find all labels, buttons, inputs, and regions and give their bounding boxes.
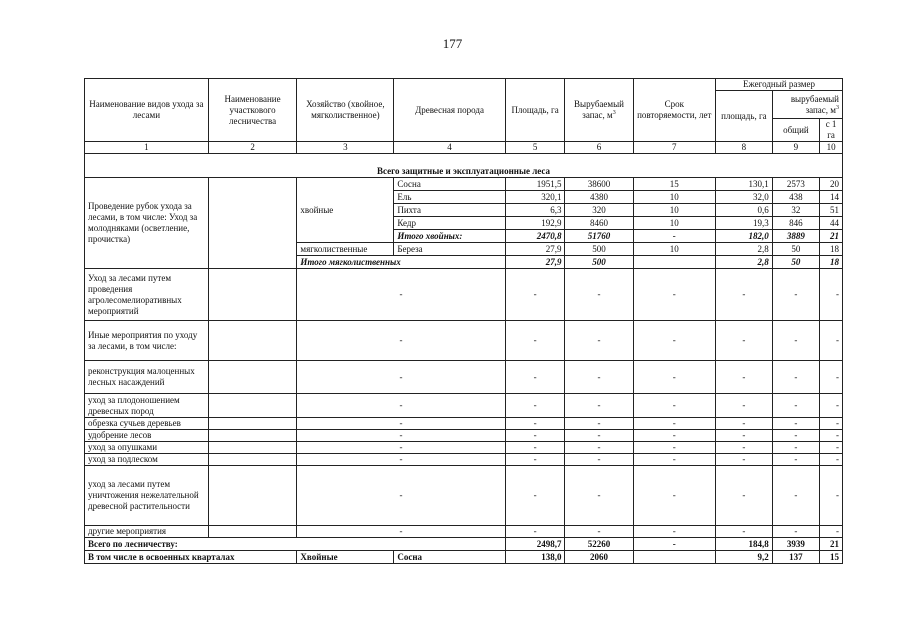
forest-care-table xyxy=(84,78,843,564)
dash-cell: - xyxy=(565,394,633,418)
grand-total-label: Всего по лесничеству: xyxy=(85,538,506,551)
district-cell xyxy=(208,418,297,430)
softwood-total-label: Итого мягколиственных xyxy=(297,256,505,269)
activity-cell: реконструкция малоценных лесных насаждений xyxy=(85,361,209,394)
period-cell: 10 xyxy=(633,191,715,204)
district-cell xyxy=(208,526,297,538)
volume-cell: 320 xyxy=(565,204,633,217)
annual-total-cell: 32 xyxy=(772,204,819,217)
dash-cell: - xyxy=(565,361,633,394)
dash-cell: - xyxy=(820,321,843,361)
annual-total-cell: 2573 xyxy=(772,178,819,191)
annual-total-cell: 3889 xyxy=(772,230,819,243)
annual-area-cell: 0,6 xyxy=(716,204,773,217)
area-cell: 138,0 xyxy=(505,551,565,564)
col-number: 6 xyxy=(565,142,633,154)
area-cell: 27,9 xyxy=(505,256,565,269)
header-period: Срок повторяемости, лет xyxy=(633,79,715,142)
annual-total-cell: 50 xyxy=(772,256,819,269)
dash-cell: - xyxy=(716,418,773,430)
dash-cell: - xyxy=(820,454,843,466)
species-cell: Кедр xyxy=(394,217,505,230)
dash-cell: - xyxy=(505,418,565,430)
period-cell: - xyxy=(633,230,715,243)
annual-per-ha-cell: 15 xyxy=(820,551,843,564)
developed-quarters-label: В том числе в освоенных кварталах xyxy=(85,551,297,564)
header-per-ha: с 1 га xyxy=(820,119,843,142)
unit-superscript: 3 xyxy=(836,104,839,111)
activity-cell: уход за опушками xyxy=(85,442,209,454)
dash-cell: - xyxy=(716,430,773,442)
area-cell: 2470,8 xyxy=(505,230,565,243)
dash-cell: - xyxy=(633,526,715,538)
volume-cell: 52260 xyxy=(565,538,633,551)
dash-cell: - xyxy=(820,394,843,418)
annual-per-ha-cell: 44 xyxy=(820,217,843,230)
period-cell: - xyxy=(633,538,715,551)
activity-cell: другие мероприятия xyxy=(85,526,209,538)
unit-superscript: 3 xyxy=(612,110,616,116)
annual-per-ha-cell: 21 xyxy=(820,538,843,551)
dash-cell: - xyxy=(505,466,565,526)
dash-cell: - xyxy=(772,418,819,430)
activity-cell: уход за плодоношением древесных пород xyxy=(85,394,209,418)
farm-cell: Хвойные xyxy=(297,551,394,564)
farm-conifer: хвойные xyxy=(297,178,394,243)
annual-total-cell: 846 xyxy=(772,217,819,230)
dash-cell: - xyxy=(565,526,633,538)
dash-cell: - xyxy=(505,454,565,466)
period-cell: 15 xyxy=(633,178,715,191)
annual-area-cell: 19,3 xyxy=(716,217,773,230)
area-cell: 2498,7 xyxy=(505,538,565,551)
district-cell xyxy=(208,321,297,361)
dash-cell: - xyxy=(297,361,505,394)
developed-quarters-row xyxy=(85,551,843,564)
table-row xyxy=(85,466,843,526)
annual-area-cell: 9,2 xyxy=(716,551,773,564)
dash-cell: - xyxy=(633,466,715,526)
dash-cell: - xyxy=(716,361,773,394)
table-row xyxy=(85,361,843,394)
volume-cell: 2060 xyxy=(565,551,633,564)
dash-cell: - xyxy=(297,442,505,454)
district-cell xyxy=(208,466,297,526)
page-number: 177 xyxy=(442,36,463,51)
header-annual-volume-text: вырубаемый запас, м xyxy=(790,93,839,115)
volume-cell: 500 xyxy=(565,243,633,256)
header-annual: Ежегодный размер xyxy=(716,79,843,91)
annual-per-ha-cell: 14 xyxy=(820,191,843,204)
area-cell: 192,9 xyxy=(505,217,565,230)
period-cell: 10 xyxy=(633,243,715,256)
dash-cell: - xyxy=(565,466,633,526)
dash-cell: - xyxy=(505,361,565,394)
dash-cell: - xyxy=(505,442,565,454)
col-number: 5 xyxy=(505,142,565,154)
dash-cell: - xyxy=(772,442,819,454)
header-annual-volume xyxy=(772,91,842,119)
annual-per-ha-cell: 20 xyxy=(820,178,843,191)
table-row xyxy=(85,269,843,321)
dash-cell: - xyxy=(716,526,773,538)
dash-cell: - xyxy=(772,269,819,321)
dash-cell: - xyxy=(633,269,715,321)
dash-cell: - xyxy=(716,454,773,466)
dash-cell: - xyxy=(820,526,843,538)
dash-cell: - xyxy=(633,430,715,442)
period-cell xyxy=(633,551,715,564)
dash-cell: - xyxy=(565,442,633,454)
dash-cell: - xyxy=(565,454,633,466)
col-number: 3 xyxy=(297,142,394,154)
annual-total-cell: 438 xyxy=(772,191,819,204)
volume-cell: 51760 xyxy=(565,230,633,243)
col-number: 1 xyxy=(85,142,209,154)
column-numbers-row xyxy=(85,142,843,154)
dash-cell: - xyxy=(772,526,819,538)
header-total: общий xyxy=(772,119,819,142)
dash-cell: - xyxy=(716,321,773,361)
dash-cell: - xyxy=(565,418,633,430)
species-cell: Береза xyxy=(394,243,505,256)
dash-cell: - xyxy=(505,526,565,538)
dash-cell: - xyxy=(297,430,505,442)
volume-cell: 500 xyxy=(565,256,633,269)
annual-area-cell: 32,0 xyxy=(716,191,773,204)
volume-cell: 38600 xyxy=(565,178,633,191)
dash-cell: - xyxy=(820,361,843,394)
dash-cell: - xyxy=(772,321,819,361)
dash-cell: - xyxy=(772,394,819,418)
col-number: 10 xyxy=(820,142,843,154)
activity-cell: обрезка сучьев деревьев xyxy=(85,418,209,430)
species-cell: Сосна xyxy=(394,551,505,564)
col-number: 8 xyxy=(716,142,773,154)
main-activity-cell: Проведение рубок ухода за лесами, в том числе: Уход за молодняками (осветление, прочистка) xyxy=(85,178,209,269)
dash-cell: - xyxy=(565,269,633,321)
area-cell: 320,1 xyxy=(505,191,565,204)
period-cell: 10 xyxy=(633,204,715,217)
period-cell: 10 xyxy=(633,217,715,230)
grand-total-row xyxy=(85,538,843,551)
header-annual-area: площадь, га xyxy=(716,91,773,142)
section-title: Всего защитные и эксплуатационные леса xyxy=(85,154,843,178)
annual-area-cell: 2,8 xyxy=(716,243,773,256)
dash-cell: - xyxy=(820,466,843,526)
dash-cell: - xyxy=(297,321,505,361)
dash-cell: - xyxy=(772,361,819,394)
district-cell xyxy=(208,394,297,418)
activity-cell: уход за лесами путем уничтожения нежелательной древесной растительности xyxy=(85,466,209,526)
dash-cell: - xyxy=(716,442,773,454)
district-cell xyxy=(208,430,297,442)
period-cell xyxy=(633,256,715,269)
area-cell: 1951,5 xyxy=(505,178,565,191)
district-cell xyxy=(208,269,297,321)
annual-per-ha-cell: 21 xyxy=(820,230,843,243)
species-cell: Ель xyxy=(394,191,505,204)
annual-total-cell: 50 xyxy=(772,243,819,256)
dash-cell: - xyxy=(505,394,565,418)
district-cell xyxy=(208,361,297,394)
dash-cell: - xyxy=(297,418,505,430)
dash-cell: - xyxy=(716,466,773,526)
dash-cell: - xyxy=(772,466,819,526)
dash-cell: - xyxy=(297,526,505,538)
activity-cell: удобрение лесов xyxy=(85,430,209,442)
dash-cell: - xyxy=(716,269,773,321)
col-number: 4 xyxy=(394,142,505,154)
dash-cell: - xyxy=(633,321,715,361)
table-row xyxy=(85,454,843,466)
col-number: 2 xyxy=(208,142,297,154)
annual-per-ha-cell: 18 xyxy=(820,243,843,256)
district-cell xyxy=(208,178,297,269)
species-cell: Пихта xyxy=(394,204,505,217)
table-row xyxy=(85,430,843,442)
volume-cell: 4380 xyxy=(565,191,633,204)
annual-area-cell: 184,8 xyxy=(716,538,773,551)
area-cell: 27,9 xyxy=(505,243,565,256)
table-row xyxy=(85,442,843,454)
header-area: Площадь, га xyxy=(505,79,565,142)
district-cell xyxy=(208,454,297,466)
dash-cell: - xyxy=(565,321,633,361)
dash-cell: - xyxy=(565,430,633,442)
dash-cell: - xyxy=(820,442,843,454)
annual-per-ha-cell: 18 xyxy=(820,256,843,269)
dash-cell: - xyxy=(633,442,715,454)
species-cell: Сосна xyxy=(394,178,505,191)
annual-area-cell: 130,1 xyxy=(716,178,773,191)
header-farm: Хозяйство (хвойное, мягколиственное) xyxy=(297,79,394,142)
header-activity: Наименование видов ухода за лесами xyxy=(85,79,209,142)
header-species: Древесная порода xyxy=(394,79,505,142)
dash-cell: - xyxy=(297,466,505,526)
annual-area-cell: 182,0 xyxy=(716,230,773,243)
dash-cell: - xyxy=(772,430,819,442)
activity-cell: уход за подлеском xyxy=(85,454,209,466)
dash-cell: - xyxy=(633,361,715,394)
dash-cell: - xyxy=(820,418,843,430)
table-row xyxy=(85,394,843,418)
table-row xyxy=(85,178,843,191)
dash-cell: - xyxy=(633,418,715,430)
dash-cell: - xyxy=(297,454,505,466)
annual-total-cell: 3939 xyxy=(772,538,819,551)
volume-cell: 8460 xyxy=(565,217,633,230)
dash-cell: - xyxy=(633,454,715,466)
area-cell: 6,3 xyxy=(505,204,565,217)
annual-total-cell: 137 xyxy=(772,551,819,564)
dash-cell: - xyxy=(505,430,565,442)
table-row xyxy=(85,526,843,538)
dash-cell: - xyxy=(297,269,505,321)
district-cell xyxy=(208,442,297,454)
dash-cell: - xyxy=(772,454,819,466)
dash-cell: - xyxy=(505,269,565,321)
dash-cell: - xyxy=(505,321,565,361)
dash-cell: - xyxy=(633,394,715,418)
header-volume xyxy=(565,79,633,142)
annual-per-ha-cell: 51 xyxy=(820,204,843,217)
annual-area-cell: 2,8 xyxy=(716,256,773,269)
conifer-total-label: Итого хвойных: xyxy=(394,230,505,243)
col-number: 7 xyxy=(633,142,715,154)
dash-cell: - xyxy=(716,394,773,418)
header-district: Наименование участкового лесничества xyxy=(208,79,297,142)
dash-cell: - xyxy=(820,269,843,321)
header-volume-text: Вырубаемый запас, м xyxy=(574,99,624,120)
activity-cell: Иные мероприятия по уходу за лесами, в том числе: xyxy=(85,321,209,361)
activity-cell: Уход за лесами путем проведения агролесомелиоративных мероприятий xyxy=(85,269,209,321)
table-row xyxy=(85,321,843,361)
dash-cell: - xyxy=(297,394,505,418)
col-number: 9 xyxy=(772,142,819,154)
dash-cell: - xyxy=(820,430,843,442)
farm-softwood: мягколиственные xyxy=(297,243,394,256)
table-row xyxy=(85,418,843,430)
